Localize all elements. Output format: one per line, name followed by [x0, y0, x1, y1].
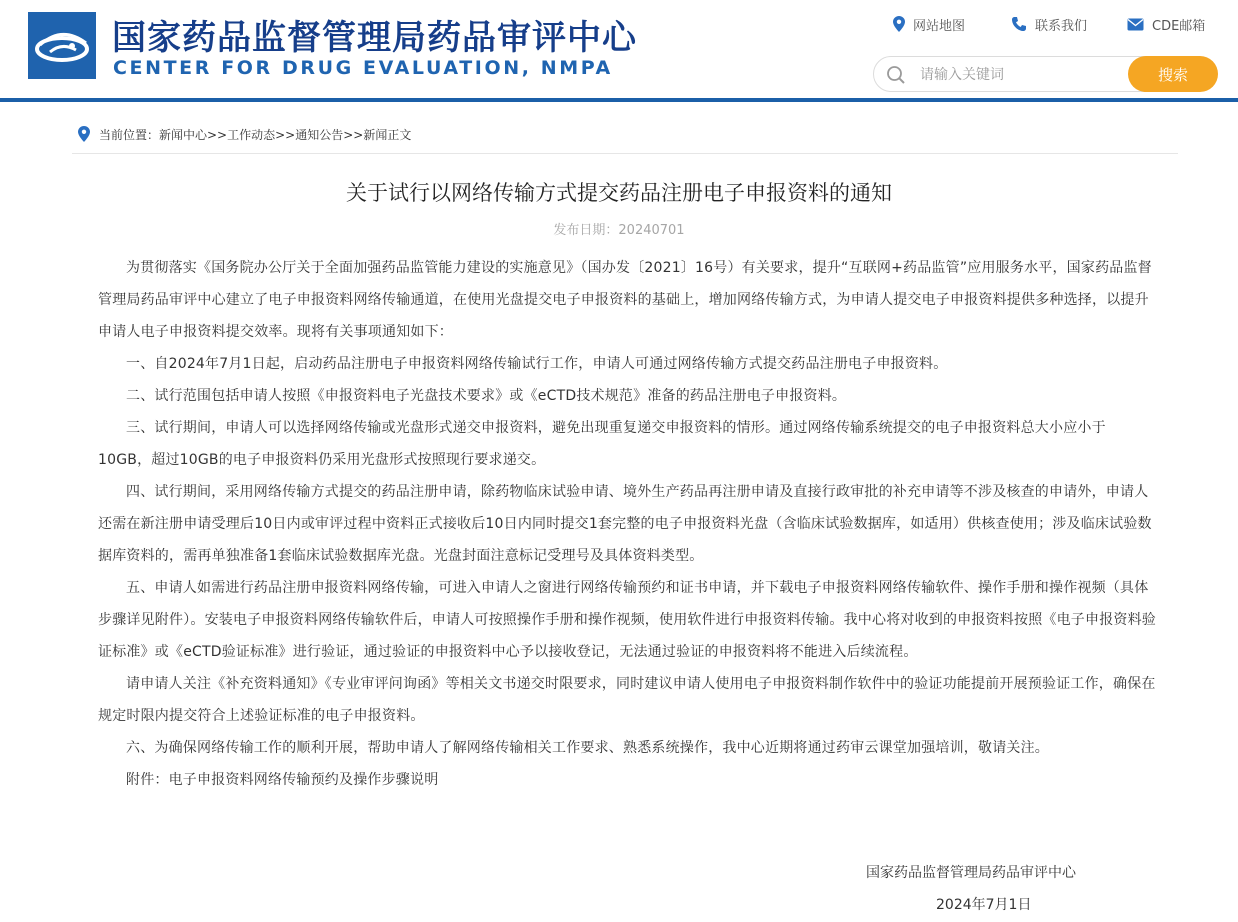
search-box: [873, 56, 1165, 92]
article-paragraph: 一、自2024年7月1日起，启动药品注册电子申报资料网络传输试行工作，申请人可通过网络传输方式提交药品注册电子申报资料。: [126, 356, 948, 372]
site-title-en: CENTER FOR DRUG EVALUATION, NMPA: [113, 57, 613, 79]
contact-link[interactable]: [1011, 14, 1087, 34]
location-pin-icon: [893, 16, 905, 32]
site-header: [0, 0, 1238, 100]
sign-date: 2024年7月1日: [936, 897, 1032, 913]
search-button[interactable]: 搜索: [1128, 56, 1218, 92]
sitemap-link[interactable]: [893, 14, 965, 34]
article-paragraph: 三、试行期间，申请人可以选择网络传输或光盘形式递交申报资料，避免出现重复递交申报资料的情形。通过网络传输系统提交的电子申报资料总大小应小于10GB，超过10GB的电子申报资料仍采用光盘形式按照现行要求递交。: [98, 420, 1106, 468]
article-paragraph: 二、试行范围包括申请人按照《申报资料电子光盘技术要求》或《eCTD技术规范》准备的药品注册电子申报资料。: [126, 388, 847, 404]
mail-label: CDE邮箱: [1152, 18, 1206, 34]
site-title-cn: 国家药品监督管理局药品审评中心: [112, 18, 637, 58]
mail-link[interactable]: [1127, 14, 1205, 34]
article-paragraph: 为贯彻落实《国务院办公厅关于全面加强药品监管能力建设的实施意见》（国办发〔2021〕16号）有关要求，提升“互联网+药品监管”应用服务水平，国家药品监督管理局药品审评中心建立了电子申报资料网络传输通道，在使用光盘提交电子申报资料的基础上，增加网络传输方式，为申请人提交电子申报资料提供多种选择，以提升申请人电子申报资料提交效率。现将有关事项通知如下：: [98, 260, 1152, 340]
location-pin-icon: [78, 126, 90, 142]
search-icon: [886, 65, 906, 85]
article-paragraph: 请申请人关注《补充资料通知》《专业审评问询函》等相关文书递交时限要求，同时建议申请人使用电子申报资料制作软件中的验证功能提前开展预验证工作，确保在规定时限内提交符合上述验证标准的电子申报资料。: [98, 676, 1156, 724]
logo-emblem-icon: [28, 12, 96, 79]
mail-icon: [1127, 18, 1144, 31]
signature: 国家药品监督管理局药品审评中心: [866, 865, 1076, 881]
article-paragraph: 六、为确保网络传输工作的顺利开展，帮助申请人了解网络传输相关工作要求、熟悉系统操作，我中心近期将通过药审云课堂加强培训，敬请关注。: [126, 740, 1049, 756]
publish-date: 发布日期：20240701: [553, 223, 685, 238]
breadcrumb: [78, 123, 411, 145]
article-paragraph: 五、申请人如需进行药品注册申报资料网络传输，可进入申请人之窗进行网络传输预约和证书申请，并下载电子申报资料网络传输软件、操作手册和操作视频（具体步骤详见附件）。安装电子申报资料网络传输软件后，申请人可按照操作手册和操作视频，使用软件进行申报资料传输。我中心将对收到的申报资料按照《电子申报资料验证标准》或《eCTD验证标准》进行验证，通过验证的申报资料中心予以接收登记，无法通过验证的申报资料将不能进入后续流程。: [98, 580, 1156, 660]
article-paragraph: 四、试行期间，采用网络传输方式提交的药品注册申请，除药物临床试验申请、境外生产药品再注册申请及直接行政审批的补充申请等不涉及核查的申请外，申请人还需在新注册申请受理后10日内或审评过程中资料正式接收后10日内同时提交1套完整的电子申报资料光盘（含临床试验数据库，如适用）供核查使用；涉及临床试验数据库资料的，需再单独准备1套临床试验数据库光盘。光盘封面注意标记受理号及具体资料类型。: [98, 484, 1152, 564]
article-title: 关于试行以网络传输方式提交药品注册电子申报资料的通知: [346, 181, 892, 205]
search-input[interactable]: [918, 62, 1122, 88]
article-body: [98, 252, 1158, 796]
breadcrumb-divider: [72, 153, 1178, 154]
cde-logo[interactable]: [28, 12, 96, 79]
breadcrumb-text[interactable]: 当前位置：新闻中心>>工作动态>>通知公告>>新闻正文: [99, 127, 412, 142]
attachment-link[interactable]: 附件：电子申报资料网络传输预约及操作步骤说明: [126, 772, 439, 788]
contact-label: 联系我们: [1035, 18, 1088, 34]
sitemap-label: 网站地图: [913, 18, 966, 34]
phone-icon: [1011, 16, 1027, 32]
